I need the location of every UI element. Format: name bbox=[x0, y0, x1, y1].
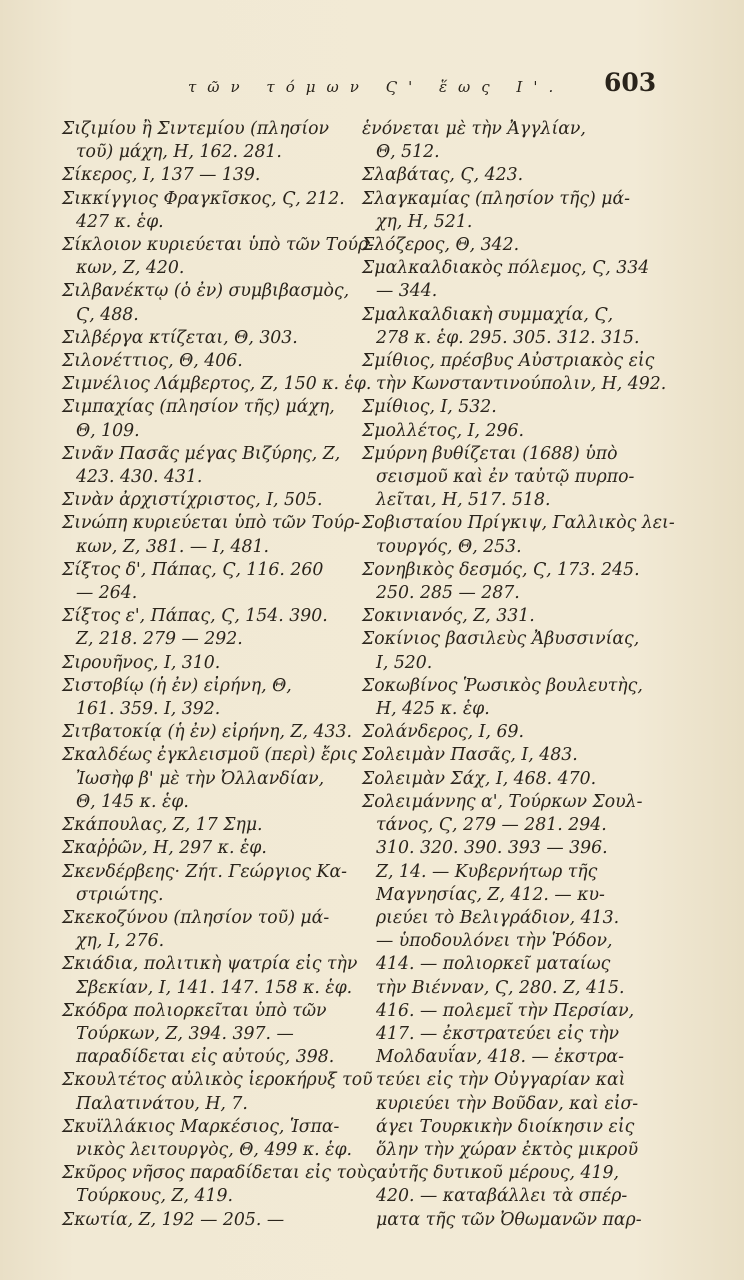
index-entry-line: Σκωτία, Ζ, 192 — 205. — bbox=[62, 1209, 285, 1230]
index-entry-line: — 264. bbox=[76, 583, 138, 604]
index-entry bbox=[62, 1116, 362, 1162]
index-entry-line: άγει Τουρκικὴν διοίκησιν εἰς bbox=[376, 1116, 635, 1137]
index-entry-line: Σβεκίαν, Ι, 141. 147. 158 κ. ἑφ. bbox=[76, 977, 353, 998]
index-entry-line: χη, Η, 521. bbox=[376, 211, 473, 232]
index-entry-line: Σκαῤῥῶν, Η, 297 κ. ἑφ. bbox=[62, 838, 267, 859]
index-entry-line: τὴν Κωνσταντινούπολιν, Η, 492. bbox=[376, 374, 667, 395]
index-entry bbox=[362, 304, 662, 350]
index-entry bbox=[362, 744, 662, 767]
index-entry bbox=[362, 675, 662, 721]
index-entry bbox=[62, 234, 375, 280]
index-entry-line: Σινὰν ἀρχιστίχριστος, Ι, 505. bbox=[62, 490, 323, 511]
index-entry-line: Σκενδέρβεης· Ζήτ. Γεώργιος Κα- bbox=[62, 861, 347, 882]
index-entry bbox=[362, 118, 662, 164]
index-entry-line: αὐτῆς δυτικοῦ μέρους, 419, bbox=[376, 1163, 619, 1184]
index-entry-line: Σλαγκαμίας (πλησίον τῆς) μά- bbox=[362, 188, 630, 209]
index-entry-line: στριώτης. bbox=[76, 884, 164, 905]
index-entry bbox=[62, 907, 362, 953]
index-entry bbox=[62, 559, 362, 605]
index-entry-line: Σμύρνη βυθίζεται (1688) ὑπὸ bbox=[362, 443, 618, 464]
index-entry bbox=[362, 628, 662, 674]
index-entry-line: Σμίθιος, πρέσβυς Αὐστριακὸς εἰς bbox=[362, 351, 655, 372]
index-entry-line: Σινώπη κυριεύεται ὑπὸ τῶν Τούρ- bbox=[62, 513, 360, 534]
index-entry-line: 427 κ. ἑφ. bbox=[76, 211, 164, 232]
index-entry bbox=[62, 652, 362, 675]
index-entry-line: Ἰωσὴφ β' μὲ τὴν Ὀλλανδίαν, bbox=[76, 768, 325, 789]
index-entry-line: τὴν Βιένναν, Ϛ, 280. Ζ, 415. bbox=[376, 977, 625, 998]
index-entry-line: Σμαλκαλδιακὸς πόλεμος, Ϛ, 334 bbox=[362, 258, 650, 279]
index-entry-line: Σινᾶν Πασᾶς μέγας Βιζύρης, Ζ, bbox=[62, 443, 341, 464]
index-entry-line: Σιστοβίῳ (ἡ ἐν) εἰρήνη, Θ, bbox=[62, 675, 292, 696]
index-entry-line: λεῖται, Η, 517. 518. bbox=[376, 490, 551, 511]
index-entry-line: Σονηβικὸς δεσμός, Ϛ, 173. 245. bbox=[362, 559, 640, 580]
index-entry-line: 416. — πολεμεῖ τὴν Περσίαν, bbox=[376, 1000, 635, 1021]
index-entry-line: Ι, 520. bbox=[376, 652, 433, 673]
index-entry bbox=[62, 837, 362, 860]
index-entry-line: Ϛ, 488. bbox=[76, 304, 139, 325]
index-entry-line: Σιλβέργα κτίζεται, Θ, 303. bbox=[62, 327, 298, 348]
index-entry-line: κων, Ζ, 381. — Ι, 481. bbox=[76, 536, 269, 557]
index-entry-line: ἑνόνεται μὲ τὴν Ἀγγλίαν, bbox=[362, 119, 586, 139]
index-entry-line: Σολειμάννης α', Τούρκων Σουλ- bbox=[362, 791, 643, 812]
running-head: τῶν τόμων Ϛ' ἕως Ι'. bbox=[188, 78, 565, 96]
index-entry bbox=[62, 188, 362, 234]
index-entry bbox=[62, 953, 362, 999]
index-entry bbox=[362, 257, 662, 303]
index-entry-line: κων, Ζ, 420. bbox=[76, 258, 185, 279]
index-entry-line: Σιρουῆνος, Ι, 310. bbox=[62, 652, 221, 673]
index-entry bbox=[62, 373, 372, 396]
index-entry-line: Η, 425 κ. ἑφ. bbox=[376, 699, 490, 720]
index-entry-line: νικὸς λειτουργὸς, Θ, 499 κ. ἑφ. bbox=[76, 1139, 353, 1160]
index-entry-line: Σίξτος δ', Πάπας, Ϛ, 116. 260 bbox=[62, 559, 324, 580]
index-entry-line: Σκαλδέως ἐγκλεισμοῦ (περὶ) ἔρις bbox=[62, 745, 357, 766]
index-entry bbox=[62, 744, 362, 814]
index-entry bbox=[362, 791, 662, 1232]
index-entry bbox=[62, 861, 362, 907]
index-entry-line: Τούρκων, Ζ, 394. 397. — bbox=[76, 1023, 294, 1044]
index-entry-line: Μαγνησίας, Ζ, 412. — κυ- bbox=[376, 884, 605, 905]
index-entry bbox=[62, 721, 362, 744]
index-entry-line: 161. 359. Ι, 392. bbox=[76, 699, 221, 720]
index-entry bbox=[362, 396, 662, 419]
index-entry bbox=[62, 396, 362, 442]
index-entry bbox=[362, 721, 662, 744]
index-entry-line: Σίκλοιον κυριεύεται ὑπὸ τῶν Τούρ- bbox=[62, 235, 375, 256]
index-entry-line: 310. 320. 390. 393 — 396. bbox=[376, 838, 608, 859]
index-entry-line: τάνος, Ϛ, 279 — 281. 294. bbox=[376, 815, 607, 836]
index-entry-line: Σμαλκαλδιακὴ συμμαχία, Ϛ, bbox=[362, 304, 614, 325]
index-entry bbox=[62, 512, 362, 558]
index-entry bbox=[62, 1209, 362, 1232]
index-entry-line: χη, Ι, 276. bbox=[76, 931, 165, 952]
index-entry-line: Σοκινιανός, Ζ, 331. bbox=[362, 606, 535, 627]
index-entry-line: τουργός, Θ, 253. bbox=[376, 536, 522, 557]
index-entry bbox=[362, 512, 675, 558]
index-column-left bbox=[62, 118, 377, 1232]
index-entry bbox=[362, 188, 662, 234]
index-entry bbox=[62, 350, 362, 373]
index-entry-line: Σιζιμίου ἢ Σιντεμίου (πλησίον bbox=[62, 119, 330, 139]
index-entry bbox=[62, 118, 362, 164]
index-entry-line: Σκουλτέτος αὐλικὸς ἱεροκήρυξ τοῦ bbox=[62, 1070, 373, 1091]
index-entry-line: παραδίδεται εἰς αὐτούς, 398. bbox=[76, 1047, 335, 1068]
index-entry-line: Σολάνδερος, Ι, 69. bbox=[362, 722, 524, 743]
index-entry-line: ματα τῆς τῶν Ὀθωμανῶν παρ- bbox=[376, 1209, 642, 1230]
index-entry-line: ὅλην τὴν χώραν ἐκτὸς μικροῦ bbox=[376, 1139, 639, 1160]
index-entry-line: Σμίθιος, Ι, 532. bbox=[362, 397, 497, 418]
index-entry bbox=[62, 489, 362, 512]
index-entry-line: Σίξτος ε', Πάπας, Ϛ, 154. 390. bbox=[62, 606, 328, 627]
index-entry-line: Σμολλέτος, Ι, 296. bbox=[362, 420, 524, 441]
index-entry-line: — ὑποδουλόνει τὴν Ῥόδον, bbox=[376, 931, 613, 952]
page-header bbox=[0, 66, 744, 106]
index-entry bbox=[62, 1162, 377, 1208]
index-entry-line: Σκῦρος νῆσος παραδίδεται εἰς τοὺς bbox=[62, 1163, 377, 1184]
index-entry-line: Σιμνέλιος Λάμβερτος, Ζ, 150 κ. ἑφ. bbox=[62, 374, 372, 395]
index-entry-line: 417. — ἐκστρατεύει εἰς τὴν bbox=[376, 1023, 620, 1044]
index-entry-line: Σολειμὰν Πασᾶς, Ι, 483. bbox=[362, 745, 578, 766]
index-entry bbox=[362, 443, 662, 513]
index-entry bbox=[62, 1000, 362, 1070]
index-entry bbox=[362, 420, 662, 443]
index-entry bbox=[62, 327, 362, 350]
index-entry-line: 250. 285 — 287. bbox=[376, 583, 520, 604]
index-entry-line: Σιτβατοκίᾳ (ἡ ἐν) εἰρήνη, Ζ, 433. bbox=[62, 722, 352, 743]
index-entry-line: Σιλονέττιος, Θ, 406. bbox=[62, 351, 243, 372]
index-entry-line: Σοβισταίου Πρίγκιψ, Γαλλικὸς λει- bbox=[362, 513, 675, 534]
index-entry-line: Σκεκοζύνου (πλησίον τοῦ) μά- bbox=[62, 907, 330, 928]
index-entry-line: Θ, 109. bbox=[76, 420, 140, 441]
index-entry-line: Σκυϊλλάκιος Μαρκέσιος, Ἱσπα- bbox=[62, 1116, 340, 1137]
index-entry-line: Σίκερος, Ι, 137 — 139. bbox=[62, 165, 261, 186]
index-entry-line: Θ, 512. bbox=[376, 142, 440, 163]
index-entry-line: 414. — πολιορκεῖ ματαίως bbox=[376, 954, 611, 975]
index-entry-line: κυριεύει τὴν Βοῦδαν, καὶ εἰσ- bbox=[376, 1093, 639, 1114]
index-entry bbox=[362, 605, 662, 628]
index-entry bbox=[362, 164, 662, 187]
index-entry-line: Σλαβάτας, Ϛ, 423. bbox=[362, 165, 524, 186]
index-entry-line: τεύει εἰς τὴν Οὐγγαρίαν καὶ bbox=[376, 1070, 626, 1091]
index-entry-line: Σκάπουλας, Ζ, 17 Σημ. bbox=[62, 815, 263, 836]
index-entry-line: Σιλβανέκτῳ (ὁ ἐν) συμβιβασμὸς, bbox=[62, 281, 350, 302]
index-entry-line: Σοκίνιος βασιλεὺς Ἀβυσσινίας, bbox=[362, 629, 640, 650]
index-entry bbox=[62, 605, 362, 651]
index-entry-line: Σκιάδια, πολιτικὴ ψατρία εἰς τὴν bbox=[62, 954, 358, 975]
index-entry-line: 420. — καταβάλλει τὰ σπέρ- bbox=[376, 1186, 628, 1207]
index-entry bbox=[362, 234, 662, 257]
index-column-right bbox=[362, 118, 675, 1232]
index-entry-line: Σοκωβίνος Ῥωσικὸς βουλευτὴς, bbox=[362, 675, 643, 696]
index-entry bbox=[62, 280, 362, 326]
index-entry bbox=[62, 164, 362, 187]
page-number: 603 bbox=[604, 68, 657, 97]
index-entry bbox=[362, 350, 667, 396]
index-entry-line: Σκόδρα πολιορκεῖται ὑπὸ τῶν bbox=[62, 1000, 327, 1021]
index-entry bbox=[62, 814, 362, 837]
index-entry-line: Σικκίγγιος Φραγκῖσκος, Ϛ, 212. bbox=[62, 188, 345, 209]
index-entry-line: ριεύει τὸ Βελιγράδιον, 413. bbox=[376, 907, 620, 928]
index-entry-line: Τούρκους, Ζ, 419. bbox=[76, 1186, 233, 1207]
index-entry bbox=[62, 1069, 373, 1115]
index-entry-line: Ζ, 218. 279 — 292. bbox=[76, 629, 243, 650]
index-entry bbox=[62, 443, 362, 489]
index-entry-line: Μολδαυΐαν, 418. — ἐκστρα- bbox=[376, 1047, 624, 1068]
index-entry bbox=[362, 559, 662, 605]
index-entry-line: 278 κ. ἑφ. 295. 305. 312. 315. bbox=[376, 327, 640, 348]
index-entry-line: — 344. bbox=[376, 281, 438, 302]
index-entry-line: Σλόζερος, Θ, 342. bbox=[362, 235, 520, 256]
index-entry-line: 423. 430. 431. bbox=[76, 467, 203, 488]
index-entry-line: Παλατινάτου, Η, 7. bbox=[76, 1093, 248, 1114]
index-entry-line: Σολειμὰν Σάχ, Ι, 468. 470. bbox=[362, 768, 597, 789]
index-entry-line: Ζ, 14. — Κυβερνήτωρ τῆς bbox=[376, 861, 598, 882]
index-entry bbox=[362, 768, 662, 791]
index-entry bbox=[62, 675, 362, 721]
index-entry-line: Θ, 145 κ. ἑφ. bbox=[76, 791, 189, 812]
index-entry-line: τοῦ) μάχη, Η, 162. 281. bbox=[76, 142, 282, 163]
index-entry-line: Σιμπαχίας (πλησίον τῆς) μάχη, bbox=[62, 397, 335, 418]
index-entry-line: σεισμοῦ καὶ ἐν ταὐτῷ πυρπο- bbox=[376, 467, 635, 488]
